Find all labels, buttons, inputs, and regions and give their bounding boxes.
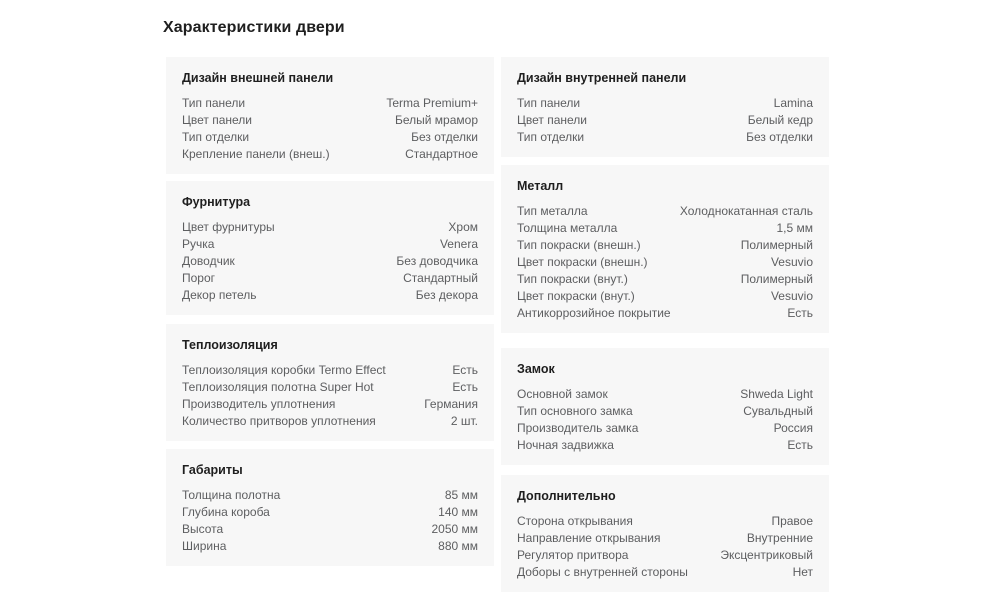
card-title: Дизайн внешней панели [182,71,334,85]
spec-value: Есть [787,305,813,320]
card-additional [501,475,829,592]
spec-row [517,512,813,529]
spec-row [182,395,478,412]
spec-value: Vesuvio [770,288,813,303]
specs-column-left [166,57,494,566]
spec-label: Тип основного замка [517,403,633,418]
spec-row [517,385,813,402]
spec-value: Terma Premium+ [386,95,478,110]
spec-row [182,378,478,395]
spec-label: Ручка [182,236,215,251]
spec-value: Белый мрамор [394,112,478,127]
spec-label: Толщина металла [517,220,618,235]
card-thermal-insulation [166,324,494,441]
spec-label: Сторона открывания [517,513,633,528]
spec-label: Ширина [182,538,227,553]
spec-value: Стандартный [403,270,478,285]
spec-row [517,287,813,304]
card-hardware [166,181,494,315]
spec-row [182,269,478,286]
spec-label: Высота [182,521,224,536]
spec-label: Порог [182,270,216,285]
spec-value: 880 мм [438,538,478,553]
spec-value: Vesuvio [770,254,813,269]
spec-value: Без доводчика [396,253,478,268]
spec-value: Белый кедр [747,112,813,127]
spec-row [517,236,813,253]
spec-label: Цвет покраски (внешн.) [517,254,648,269]
spec-row [182,520,478,537]
spec-row [517,436,813,453]
spec-row [182,361,478,378]
spec-value: Холоднокатанная сталь [679,203,813,218]
card-lock [501,348,829,465]
spec-label: Цвет панели [517,112,588,127]
card-title: Замок [517,362,555,376]
spec-value: Без отделки [746,129,813,144]
spec-label: Доводчик [182,253,235,268]
spec-label: Производитель замка [517,420,639,435]
spec-row [517,202,813,219]
spec-label: Тип металла [517,203,588,218]
spec-value: Shweda Light [740,386,813,401]
spec-row [182,486,478,503]
card-internal-panel-design [501,57,829,157]
spec-label: Основной замок [517,386,608,401]
spec-value: Сувальдный [743,403,813,418]
spec-value: Германия [424,396,478,411]
spec-value: 140 мм [438,504,478,519]
card-title: Дополнительно [517,489,616,503]
spec-label: Количество притворов уплотнения [182,413,376,428]
spec-label: Цвет фурнитуры [182,219,275,234]
spec-label: Декор петель [182,287,257,302]
spec-label: Теплоизоляция коробки Termo Effect [182,362,386,377]
spec-value: Без отделки [411,129,478,144]
spec-row [182,94,478,111]
spec-row [517,128,813,145]
card-title: Дизайн внутренней панели [517,71,687,85]
spec-row [182,503,478,520]
card-external-panel-design [166,57,494,174]
card-metal [501,165,829,333]
spec-label: Ночная задвижка [517,437,614,452]
page-title: Характеристики двери [163,19,345,36]
spec-label: Тип панели [517,95,581,110]
spec-row [517,563,813,580]
spec-label: Цвет покраски (внут.) [517,288,635,303]
spec-value: Правое [771,513,813,528]
spec-value: Venera [439,236,478,251]
spec-row [517,94,813,111]
spec-row [517,253,813,270]
spec-value: Внутренние [746,530,813,545]
card-dimensions [166,449,494,566]
spec-row [517,419,813,436]
specs-content [166,57,829,592]
spec-value: Полимерный [740,271,813,286]
spec-value: 2050 мм [431,521,478,536]
spec-row [182,252,478,269]
spec-row [182,128,478,145]
spec-row [517,546,813,563]
specs-column-right [501,57,829,592]
spec-row [517,270,813,287]
spec-label: Антикоррозийное покрытие [517,305,671,320]
spec-label: Производитель уплотнения [182,396,336,411]
spec-value: Без декора [415,287,478,302]
spec-label: Тип покраски (внут.) [517,271,628,286]
spec-label: Толщина полотна [182,487,281,502]
spec-label: Тип отделки [182,129,250,144]
spec-value: Lamina [773,95,813,110]
spec-row [182,235,478,252]
spec-value: Стандартное [405,146,478,161]
spec-label: Доборы с внутренней стороны [517,564,688,579]
card-title: Теплоизоляция [182,338,278,352]
spec-row [182,218,478,235]
spec-row [517,402,813,419]
card-title: Металл [517,179,564,193]
spec-value: Россия [773,420,813,435]
spec-value: 1,5 мм [776,220,813,235]
spec-row [182,145,478,162]
spec-value: Нет [792,564,813,579]
spec-value: 2 шт. [450,413,478,428]
spec-row [517,219,813,236]
spec-value: Есть [452,362,478,377]
spec-label: Направление открывания [517,530,661,545]
spec-label: Тип покраски (внешн.) [517,237,641,252]
spec-value: Хром [448,219,478,234]
spec-value: Есть [452,379,478,394]
spec-value: 85 мм [444,487,478,502]
spec-value: Полимерный [740,237,813,252]
spec-row [182,412,478,429]
spec-label: Тип отделки [517,129,585,144]
card-title: Фурнитура [182,195,251,209]
spec-label: Крепление панели (внеш.) [182,146,330,161]
spec-label: Цвет панели [182,112,253,127]
spec-row [517,304,813,321]
spec-row [182,537,478,554]
spec-row [182,111,478,128]
card-title: Габариты [182,463,243,477]
spec-label: Теплоизоляция полотна Super Hot [182,379,374,394]
spec-row [517,529,813,546]
spec-value: Есть [787,437,813,452]
spec-row [517,111,813,128]
spec-label: Тип панели [182,95,246,110]
spec-label: Регулятор притвора [517,547,629,562]
spec-row [182,286,478,303]
spec-value: Эксцентриковый [720,547,813,562]
spec-label: Глубина короба [182,504,270,519]
